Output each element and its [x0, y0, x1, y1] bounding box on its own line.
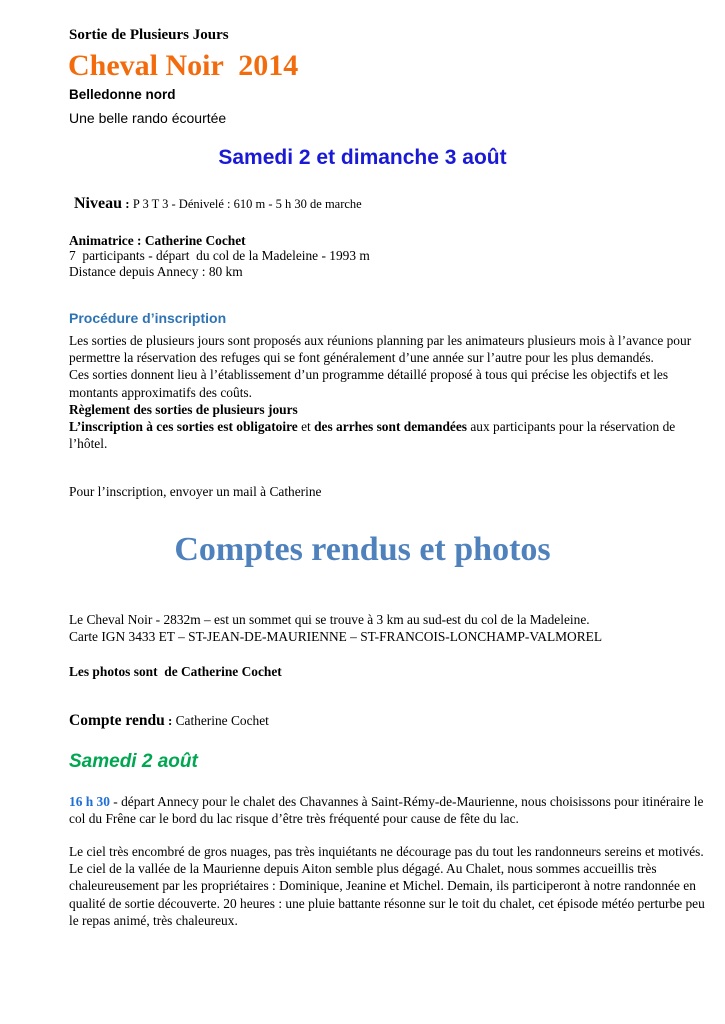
day1-heading: Samedi 2 août: [69, 751, 198, 772]
page-title: Cheval Noir 2014: [68, 49, 299, 82]
photos-credit: Les photos sont de Catherine Cochet: [69, 664, 282, 679]
niveau-sep: :: [122, 196, 133, 211]
rules-mid: et: [297, 419, 315, 435]
compte-rendu-label: Compte rendu: [69, 712, 165, 729]
niveau-value: P 3 T 3 - Dénivelé : 610 m - 5 h 30 de marche: [132, 197, 362, 211]
rules-rest: aux participants pour la réservation de l’hôtel.: [69, 419, 676, 452]
summit-line-2: Carte IGN 3433 ET – ST-JEAN-DE-MAURIENNE – ST-FRANCOIS-LONCHAMP-VALMOREL: [69, 629, 603, 644]
procedure-body: [69, 332, 709, 452]
procedure-heading: Procédure d’inscription: [69, 310, 227, 326]
day1-time: 16 h 30: [69, 794, 110, 809]
niveau-line: [74, 195, 362, 213]
dates-heading: Samedi 2 et dimanche 3 août: [218, 146, 507, 169]
niveau-label: Niveau: [74, 195, 122, 212]
contact-line: Pour l’inscription, envoyer un mail à Catherine: [69, 484, 322, 499]
day1-p2-text: Le ciel très encombré de gros nuages, pas très inquiétants ne décourage pas du tout les randonneurs sereins et motivés. Le ciel de la vallée de la Maurienne depuis Aiton semble plus dégagé. Au Chalet, nous sommes accueillis très chaleureusement par les propriétaires : Dominique, Jeanine et Michel. Demain, ils participeront à notre randonnée en qualité de sortie découverte. 20 heures : une pluie battante résonne sur le toit du chalet, cet épisode météo perturbe peu le repas animé, très chaleureux.: [69, 844, 705, 928]
compte-rendu-sep: :: [164, 713, 176, 728]
region: Belledonne nord: [69, 87, 176, 102]
rules-bold-2: des arrhes sont demandées: [314, 419, 467, 435]
animatrice: Animatrice : Catherine Cochet: [69, 233, 246, 248]
rules-bold-1: L’inscription à ces sorties est obligatoire: [69, 419, 298, 435]
rules-heading: Règlement des sorties de plusieurs jours: [69, 401, 298, 417]
procedure-p1: Les sorties de plusieurs jours sont proposés aux réunions planning par les animateurs plusieurs mois à l’avance pour permettre la réservation des refuges qui se font généralement d’une année sur l’autre pour les plus demandés.: [69, 333, 692, 366]
participants: 7 participants - départ du col de la Madeleine - 1993 m: [69, 248, 370, 263]
rules-text: [69, 418, 709, 452]
day1-p1: [69, 793, 709, 827]
compte-rendu-author: Catherine Cochet: [175, 713, 269, 728]
procedure-p2: Ces sorties donnent lieu à l’établissement d’un programme détaillé proposé à tous qui précise les objectifs et les montants approximatifs des coûts.: [69, 367, 669, 400]
reports-heading: Comptes rendus et photos: [174, 531, 551, 568]
day1-p1-text: - départ Annecy pour le chalet des Chavannes à Saint-Rémy-de-Maurienne, nous choisissons pour itinéraire le col du Frêne car le bord du lac risque d’être très fréquenté pour cause de fête du lac.: [69, 794, 704, 827]
tagline: Une belle rando écourtée: [69, 110, 227, 126]
day1-p2: [69, 843, 709, 929]
compte-rendu-line: [69, 712, 269, 730]
kicker: Sortie de Plusieurs Jours: [69, 27, 229, 43]
summit-line-1: Le Cheval Noir - 2832m – est un sommet qui se trouve à 3 km au sud-est du col de la Madeleine.: [69, 612, 590, 627]
distance: Distance depuis Annecy : 80 km: [69, 264, 243, 279]
